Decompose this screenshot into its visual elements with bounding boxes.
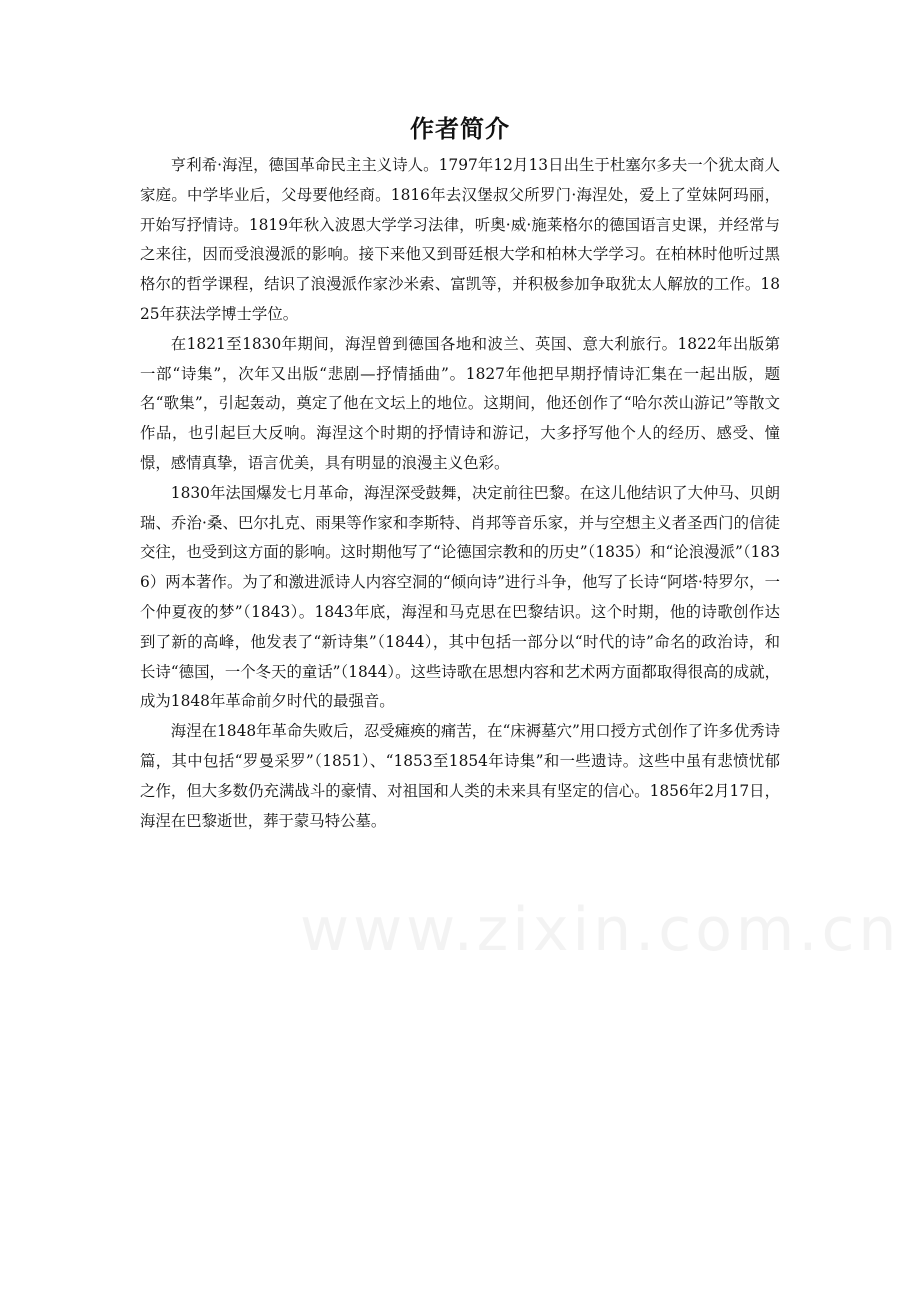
paragraph-early-life: 亨利希·海涅，德国革命民主主义诗人。1797年12月13日出生于杜塞尔多夫一个犹太商人家庭。中学毕业后，父母要他经商。1816年去汉堡叔父所罗门·海涅处，爱上了堂妹阿玛丽，开始写抒情诗。1819年秋入波恩大学学习法律，听奥·威·施莱格尔的德国语言史课，并经常与之来往，因而受浪漫派的影响。接下来他又到哥廷根大学和柏林大学学习。在柏林时他听过黑格尔的哲学课程，结识了浪漫派作家沙米索、富凯等，并积极参加争取犹太人解放的工作。1825年获法学博士学位。 xyxy=(140,156,780,323)
document-body xyxy=(140,151,780,836)
paragraph-travels: 在1821至1830年期间，海涅曾到德国各地和波兰、英国、意大利旅行。1822年出版第一部“诗集”，次年又出版“悲剧—抒情插曲”。1827年他把早期抒情诗汇集在一起出版，题名“歌集”，引起轰动，奠定了他在文坛上的地位。这期间，他还创作了“哈尔茨山游记”等散文作品，也引起巨大反响。海涅这个时期的抒情诗和游记，大多抒写他个人的经历、感受、憧憬，感情真挚，语言优美，具有明显的浪漫主义色彩。 xyxy=(140,334,780,472)
paragraph-paris: 1830年法国爆发七月革命，海涅深受鼓舞，决定前往巴黎。在这儿他结识了大仲马、贝朗瑞、乔治·桑、巴尔扎克、雨果等作家和李斯特、肖邦等音乐家，并与空想主义者圣西门的信徒交往，也受到这方面的影响。这时期他写了“论德国宗教和的历史”（1835）和“论浪漫派”（1836）两本著作。为了和激进派诗人内容空洞的“倾向诗”进行斗争，他写了长诗“阿塔·特罗尔，一个仲夏夜的梦”（1843）。1843年底，海涅和马克思在巴黎结识。这个时期，他的诗歌创作达到了新的高峰，他发表了“新诗集”（1844），其中包括一部分以“时代的诗”命名的政治诗，和长诗“德国，一个冬天的童话”（1844）。这些诗歌在思想内容和艺术两方面都取得很高的成就，成为1848年革命前夕时代的最强音。 xyxy=(140,483,780,711)
paragraph-late-life: 海涅在1848年革命失败后，忍受瘫痪的痛苦，在“床褥墓穴”用口授方式创作了许多优秀诗篇，其中包括“罗曼采罗”（1851）、“1853至1854年诗集”和一些遗诗。这些中虽有悲愤忧郁之作，但大多数仍充满战斗的豪情、对祖国和人类的未来具有坚定的信心。1856年2月17日，海涅在巴黎逝世，葬于蒙马特公墓。 xyxy=(140,722,780,830)
watermark: www.zixin.com.cn xyxy=(300,895,901,965)
document-title: 作者简介 xyxy=(410,115,510,143)
